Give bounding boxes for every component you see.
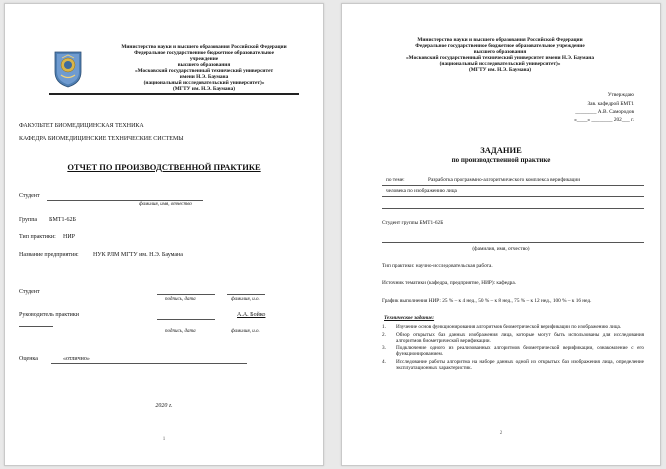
header-line: высшего образования — [473, 49, 527, 55]
task-number: 2. — [382, 331, 386, 338]
page-number: 2 — [499, 431, 503, 436]
report-title: ОТЧЕТ ПО ПРОИЗВОДСТВЕННОЙ ПРАКТИКЕ — [67, 162, 261, 172]
tasks-title: Техническое задание: — [384, 315, 435, 321]
topic-underline-2 — [382, 196, 644, 197]
grade-value: «отлично» — [63, 356, 90, 362]
topic-underline-1 — [382, 185, 644, 186]
faculty-line: ФАКУЛЬТЕТ БИОМЕДИЦИНСКАЯ ТЕХНИКА — [19, 123, 144, 129]
header-line: (национальный исследовательский университет)» — [143, 80, 265, 86]
approval-line: «____» ________ 202___ г. — [574, 117, 634, 123]
header-line: (МГТУ им. Н.Э. Баумана) — [468, 67, 532, 73]
assignment-title: ЗАДАНИЕ — [480, 145, 522, 155]
grade-label: Оценка — [19, 356, 38, 362]
header-line: имени Н.Э. Баумана — [179, 74, 229, 80]
university-emblem-icon — [53, 50, 83, 88]
approval-line: Утверждаю — [607, 92, 634, 98]
enterprise-label: Название предприятия: — [19, 252, 79, 258]
supervisor-signature-line — [157, 319, 215, 320]
header-line: (МГТУ им. Н.Э. Баумана) — [172, 86, 236, 92]
header-line: Министерство науки и высшего образования Российской Федерации — [417, 37, 583, 43]
supervisor-signature-caption: подпись, дата — [165, 329, 196, 334]
topic-label: по теме: — [386, 177, 405, 183]
header-line: «Московский государственный технический университет — [134, 68, 274, 74]
ministry-header — [87, 44, 321, 92]
supervisor-label: Руководитель практики — [19, 312, 80, 318]
header-line: Министерство науки и высшего образования Российской Федерации — [121, 44, 287, 50]
list-item — [382, 324, 644, 330]
student-name-line — [382, 242, 644, 243]
report-year: 2020 г. — [155, 403, 173, 409]
header-line: высшего образования — [177, 62, 231, 68]
supervisor-date-line — [19, 326, 53, 327]
student-name-line — [47, 200, 203, 201]
header-line: Федеральное государственное бюджетное образовательное учреждение — [415, 43, 585, 49]
approval-line: Зав. кафедрой БМТ1 — [587, 101, 634, 107]
header-line: «Московский государственный технический университет имени Н.Э. Баумана — [406, 55, 594, 61]
topic-source: Источник тематики (кафедра, предприятие, НИР): кафедра. — [382, 280, 516, 286]
topic-underline-3 — [382, 208, 644, 209]
work-schedule: График выполнения НИР: 25 % – к 4 нед., 50 % – к 8 нед., 75 % – к 12 нед., 100 % – к 16 нед. — [382, 298, 592, 304]
approval-block — [574, 92, 634, 123]
student-label: Студент — [19, 193, 40, 199]
student-name-short-line — [227, 294, 265, 295]
approval-line: ________ А.В. Самородов — [575, 109, 634, 115]
task-text: Изучение основ функционирования алгоритмов биометрической верификации по изображению лица. — [396, 324, 622, 330]
list-item — [382, 359, 644, 371]
student-caption: фамилия, имя, отчество — [139, 202, 192, 207]
topic-line-2: человека по изображению лица — [386, 188, 457, 194]
grade-line — [51, 363, 247, 364]
header-line: (национальный исследовательский университет)» — [439, 61, 561, 67]
list-item — [382, 332, 644, 344]
header-divider — [49, 93, 299, 95]
practice-type-value: НИР — [63, 234, 76, 240]
header-line: учреждение — [189, 56, 219, 62]
practice-type-label: Тип практики: — [19, 234, 56, 240]
name-caption: фамилия, и.о. — [231, 297, 260, 302]
topic-line-1: Разработка программно-алгоритмического комплекса верификации — [428, 177, 581, 183]
task-number: 3. — [382, 345, 386, 352]
report-title-page — [4, 3, 324, 466]
signature-caption: подпись, дата — [165, 297, 196, 302]
enterprise-value: НУК РЛМ МГТУ им. Н.Э. Баумана — [93, 252, 183, 258]
student-caption: (фамилия, имя, отчество) — [472, 246, 530, 252]
group-value: БМТ1-62Б — [49, 217, 76, 223]
student-group: Студент группы БМТ1-62Б — [382, 220, 444, 226]
task-text: Подключение одного из реализованных алгоритмов биометрической верификации, ознакомление с его функционированием. — [396, 345, 644, 358]
ministry-header — [372, 37, 628, 73]
task-number: 1. — [382, 324, 386, 330]
assignment-subtitle: по производственной практике — [451, 156, 551, 164]
sign-student-label: Студент — [19, 289, 40, 295]
supervisor-name-caption: фамилия, и.о. — [231, 329, 260, 334]
task-number: 4. — [382, 358, 386, 365]
task-text: Обзор открытых баз данных изображения лица, которые могут быть использованы для исследования алгоритмов биометрической верификации. — [396, 331, 644, 344]
task-text: Исследование работы алгоритма на наборе данных одной из открытых баз изображения лица, определение эксплуатационных характеристик. — [396, 358, 644, 372]
student-signature-line — [157, 294, 215, 295]
practice-type: Тип практики: научно-исследовательская работа. — [382, 263, 493, 269]
tasks-list — [382, 324, 644, 373]
assignment-page — [341, 3, 661, 466]
group-label: Группа — [19, 217, 38, 223]
supervisor-name: А.А. Бойко — [237, 312, 266, 318]
list-item — [382, 345, 644, 357]
department-line: КАФЕДРА БИОМЕДИЦИНСКИЕ ТЕХНИЧЕСКИЕ СИСТЕМЫ — [19, 136, 184, 142]
page-number: 1 — [162, 437, 166, 442]
header-line: Федеральное государственное бюджетное образовательное — [134, 50, 274, 56]
